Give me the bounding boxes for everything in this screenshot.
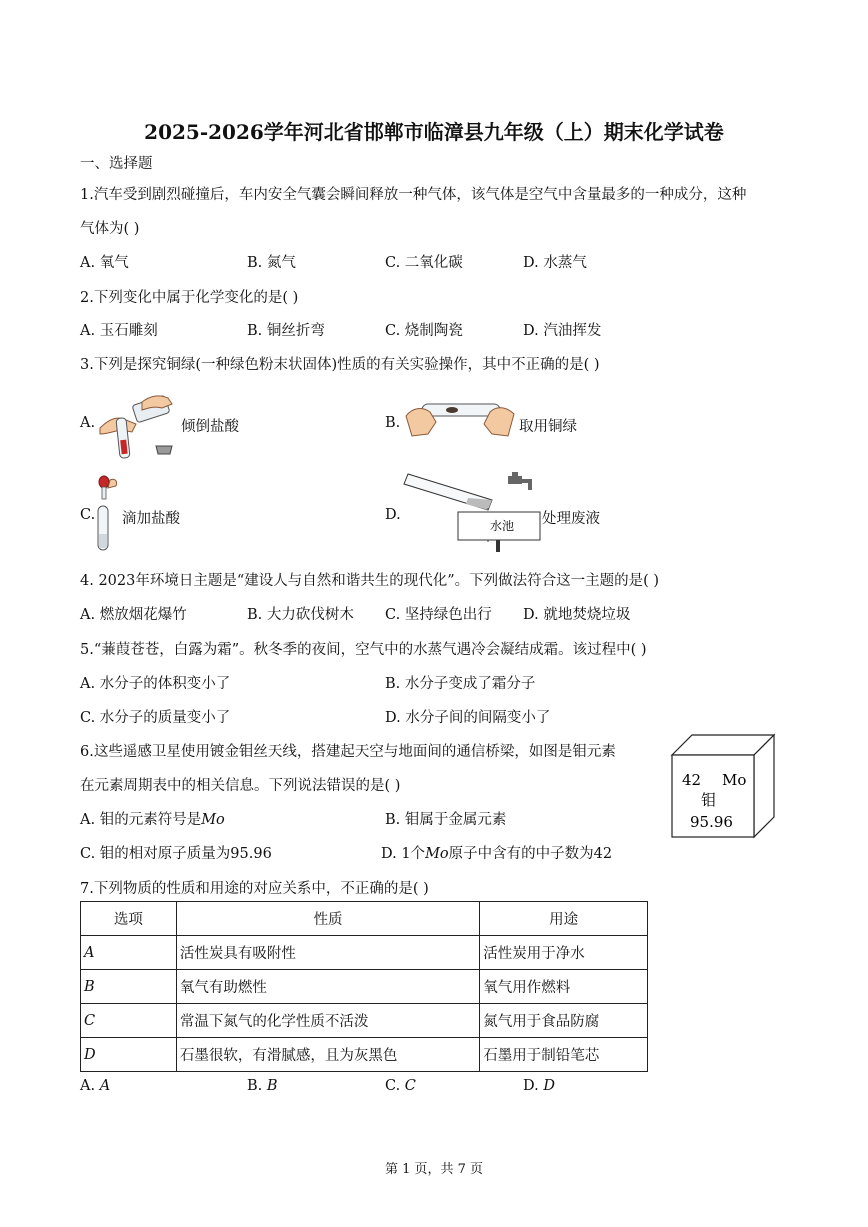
table-row <box>81 1004 648 1038</box>
q3-option-a-letter[interactable]: A. <box>80 415 96 431</box>
q7-option-c-prefix: C. <box>385 1078 405 1094</box>
table-row <box>81 970 648 1004</box>
q5-option-c[interactable]: C. 水分子的质量变小了 <box>80 710 231 726</box>
q7-option-b-value: B <box>266 1078 278 1094</box>
q5-stem: 5.“蒹葭苍苍，白露为霜”。秋冬季的夜间，空气中的水蒸气遇冷会凝结成霜。该过程中( ) <box>80 642 647 658</box>
q7-option-d-value: D <box>543 1078 555 1094</box>
q1-option-c[interactable]: C. 二氧化碳 <box>385 255 463 271</box>
page-footer: 第 1 页，共 7 页 <box>384 1162 484 1177</box>
q7-option-a-prefix: A. <box>80 1078 100 1094</box>
q4-option-c[interactable]: C. 坚持绿色出行 <box>385 607 492 623</box>
q7-option-d[interactable] <box>523 1078 555 1094</box>
q3-option-b-label: 取用铜绿 <box>519 419 577 435</box>
element-symbol: Mo <box>722 771 747 789</box>
q5-option-b[interactable]: B. 水分子变成了霜分子 <box>385 676 536 692</box>
q4-option-d[interactable]: D. 就地焚烧垃圾 <box>523 607 631 623</box>
page-title: 2025-2026学年河北省邯郸市临漳县九年级（上）期末化学试卷 <box>144 120 724 144</box>
row-use: 氧气用作燃料 <box>480 970 648 1004</box>
q6-stem-line2: 在元素周期表中的相关信息。下列说法错误的是( ) <box>80 778 401 794</box>
q6-option-a-symbol: Mo <box>201 812 225 828</box>
q6-option-d-prefix: D. 1个 <box>381 846 426 862</box>
q4-option-b[interactable]: B. 大力砍伐树木 <box>247 607 354 623</box>
q2-option-d[interactable]: D. 汽油挥发 <box>523 323 602 339</box>
q7-stem: 7.下列物质的性质和用途的对应关系中，不正确的是( ) <box>80 881 429 897</box>
row-use: 氮气用于食品防腐 <box>480 1004 648 1038</box>
row-use: 石墨用于制铅笔芯 <box>480 1038 648 1072</box>
take-copper-green-illustration <box>402 398 517 444</box>
header-option: 选项 <box>81 902 177 936</box>
q2-option-b[interactable]: B. 铜丝折弯 <box>247 323 325 339</box>
table-row <box>81 1038 648 1072</box>
q4-stem: 4. 2023年环境日主题是“建设人与自然和谐共生的现代化”。下列做法符合这一主题的是( ) <box>80 573 660 589</box>
property-use-table <box>80 901 648 1072</box>
section-heading: 一、选择题 <box>80 156 153 172</box>
q6-option-c[interactable]: C. 钼的相对原子质量为95.96 <box>80 846 272 862</box>
row-option: D <box>81 1038 177 1072</box>
header-property: 性质 <box>176 902 479 936</box>
q6-option-a-text: A. 钼的元素符号是 <box>80 812 202 828</box>
header-use: 用途 <box>480 902 648 936</box>
q6-option-b[interactable]: B. 钼属于金属元素 <box>385 812 507 828</box>
sink-label: 水池 <box>489 519 515 533</box>
q6-option-d-suffix: 原子中含有的中子数为42 <box>448 846 613 862</box>
pour-acid-illustration <box>96 388 186 460</box>
q5-option-d[interactable]: D. 水分子间的间隔变小了 <box>385 710 551 726</box>
row-property: 活性炭具有吸附性 <box>176 936 479 970</box>
q4-option-a[interactable]: A. 燃放烟花爆竹 <box>80 607 187 623</box>
row-option: B <box>81 970 177 1004</box>
q7-option-c[interactable] <box>385 1078 416 1094</box>
q6-option-d[interactable] <box>381 842 612 863</box>
q6-option-d-symbol: Mo <box>425 846 449 862</box>
element-cube <box>668 733 778 841</box>
q5-option-a[interactable]: A. 水分子的体积变小了 <box>80 676 231 692</box>
q3-stem: 3.下列是探究铜绿(一种绿色粉末状固体)性质的有关实验操作，其中不正确的是( ) <box>80 357 600 373</box>
q7-option-a-value: A <box>99 1078 111 1094</box>
q2-stem: 2.下列变化中属于化学变化的是( ) <box>80 290 299 306</box>
q2-option-c[interactable]: C. 烧制陶瓷 <box>385 323 463 339</box>
row-option: C <box>81 1004 177 1038</box>
row-property: 常温下氮气的化学性质不活泼 <box>176 1004 479 1038</box>
q3-option-b-letter[interactable]: B. <box>385 415 401 431</box>
q1-option-d[interactable]: D. 水蒸气 <box>523 255 587 271</box>
q3-option-a-label: 倾倒盐酸 <box>181 419 239 435</box>
q3-option-c-label: 滴加盐酸 <box>122 511 180 527</box>
table-header-row <box>81 902 648 936</box>
q6-option-a[interactable] <box>80 808 225 829</box>
element-mass: 95.96 <box>690 813 733 831</box>
q1-option-b[interactable]: B. 氮气 <box>247 255 296 271</box>
q6-stem-line1: 6.这些遥感卫星使用镀金钼丝天线，搭建起天空与地面间的通信桥梁，如图是钼元素 <box>80 744 616 760</box>
q1-option-a[interactable]: A. 氧气 <box>80 255 129 271</box>
element-number: 42 <box>682 771 702 789</box>
q7-option-c-value: C <box>404 1078 416 1094</box>
row-property: 石墨很软，有滑腻感，且为灰黑色 <box>176 1038 479 1072</box>
element-name: 钼 <box>701 791 717 809</box>
q1-stem-line2: 气体为( ) <box>80 221 140 237</box>
waste-liquid-illustration <box>402 470 544 560</box>
q7-option-b-prefix: B. <box>247 1078 267 1094</box>
q2-option-a[interactable]: A. 玉石雕刻 <box>80 323 158 339</box>
q3-option-d-label: 处理废液 <box>542 511 600 527</box>
q7-option-a[interactable] <box>80 1078 110 1094</box>
q7-option-d-prefix: D. <box>523 1078 544 1094</box>
row-use: 活性炭用于净水 <box>480 936 648 970</box>
row-property: 氧气有助燃性 <box>176 970 479 1004</box>
q7-option-b[interactable] <box>247 1078 278 1094</box>
q3-option-c-letter[interactable]: C. <box>80 507 96 523</box>
table-row <box>81 936 648 970</box>
row-option: A <box>81 936 177 970</box>
q3-option-d-letter[interactable]: D. <box>385 507 401 523</box>
q1-stem-line1: 1.汽车受到剧烈碰撞后，车内安全气囊会瞬间释放一种气体，该气体是空气中含量最多的一种成分，这种 <box>80 187 747 203</box>
dropper-illustration <box>94 474 122 554</box>
